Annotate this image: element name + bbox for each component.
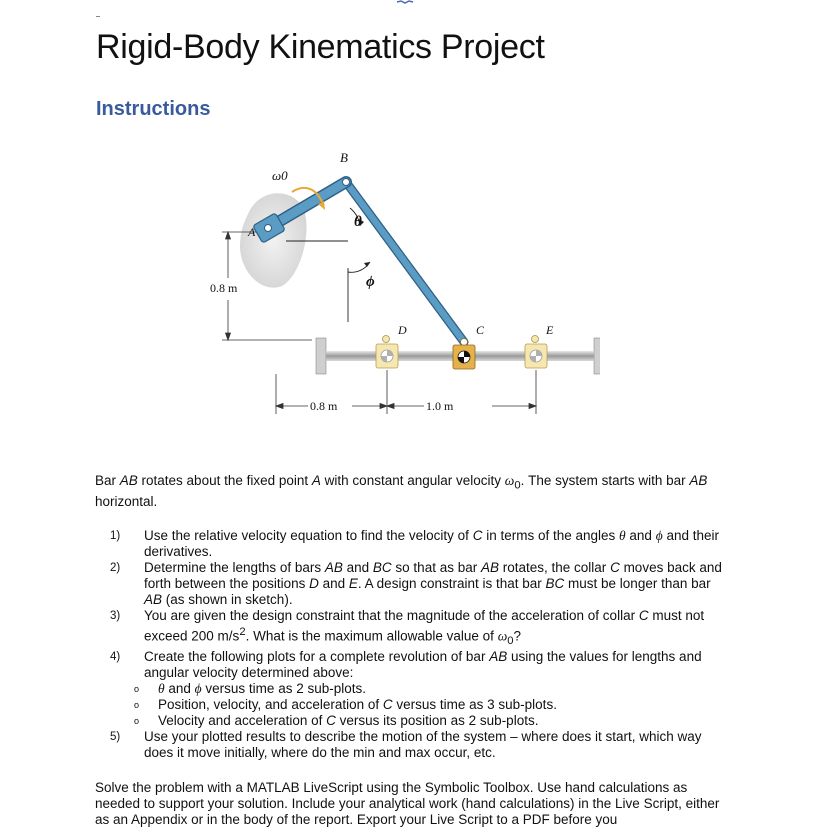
sub-list-item: o Velocity and acceleration of C versus its position as 2 sub-plots. bbox=[134, 713, 539, 729]
phi-arrowhead bbox=[364, 262, 370, 267]
label-a: A bbox=[248, 225, 256, 239]
list-item: 2) Determine the lengths of bars AB and BC so that as bar AB rotates, the collar C moves back and forth between the positions D and E. A design constraint is that bar BC must be longer than bar AB (as shown in sketch). bbox=[110, 560, 722, 607]
closing-paragraph: Solve the problem with a MATLAB LiveScript using the Symbolic Toolbox. Use hand calculations as needed to support your solution. Include your analytical work (hand calculations) in the Live Script, either as an Appendix or in the body of the report. Export your Live Script to a PDF before you bbox=[95, 780, 720, 827]
page-title: Rigid-Body Kinematics Project bbox=[96, 28, 545, 66]
page-mark bbox=[96, 16, 100, 17]
sub-list-item: o Position, velocity, and acceleration of C versus time as 3 sub-plots. bbox=[134, 697, 557, 713]
collar-c bbox=[453, 339, 475, 370]
label-c: C bbox=[476, 323, 485, 337]
page-artifact bbox=[396, 0, 414, 5]
label-theta: θ bbox=[354, 214, 362, 230]
right-rail-support bbox=[594, 338, 600, 374]
list-item: 4) Create the following plots for a complete revolution of bar AB using the values for lengths and angular velocity determined above: bbox=[110, 649, 702, 681]
list-item: 5) Use your plotted results to describe the motion of the system – where does it start, which way does it move initially, where do the min and max occur, etc. bbox=[110, 729, 702, 761]
intro-paragraph: Bar AB rotates about the fixed point A with constant angular velocity $\omega_0$. The system starts with bar AB horizontal. bbox=[95, 473, 708, 509]
list-item: 3) You are given the design constraint that the magnitude of the acceleration of collar C must not exceed 200 $m/s^2$. What is the maximum allowable value of $\omega_0$? bbox=[110, 608, 705, 648]
label-phi: ϕ bbox=[366, 274, 375, 290]
label-d: D bbox=[398, 323, 407, 337]
label-b: B bbox=[340, 150, 348, 165]
instruction-list bbox=[110, 528, 730, 761]
sub-list-item: o θ and ϕ versus time as 2 sub-plots. bbox=[134, 681, 366, 697]
label-horizontal-dimension-1: 0.8 m bbox=[310, 399, 338, 413]
list-item: 1) Use the relative velocity equation to find the velocity of C in terms of the angles θ and ϕ and their derivatives. bbox=[110, 528, 719, 559]
collar-e bbox=[525, 336, 547, 369]
label-omega: ω0 bbox=[272, 168, 288, 183]
pivot-a bbox=[265, 225, 272, 232]
joint-b bbox=[343, 179, 350, 186]
section-heading: Instructions bbox=[96, 98, 211, 120]
collar-d bbox=[376, 336, 398, 369]
label-vertical-dimension: 0.8 m bbox=[210, 281, 238, 295]
label-horizontal-dimension-2: 1.0 m bbox=[426, 399, 454, 413]
mechanism-figure bbox=[200, 148, 600, 420]
label-e: E bbox=[546, 323, 554, 337]
left-rail-support bbox=[316, 338, 326, 374]
